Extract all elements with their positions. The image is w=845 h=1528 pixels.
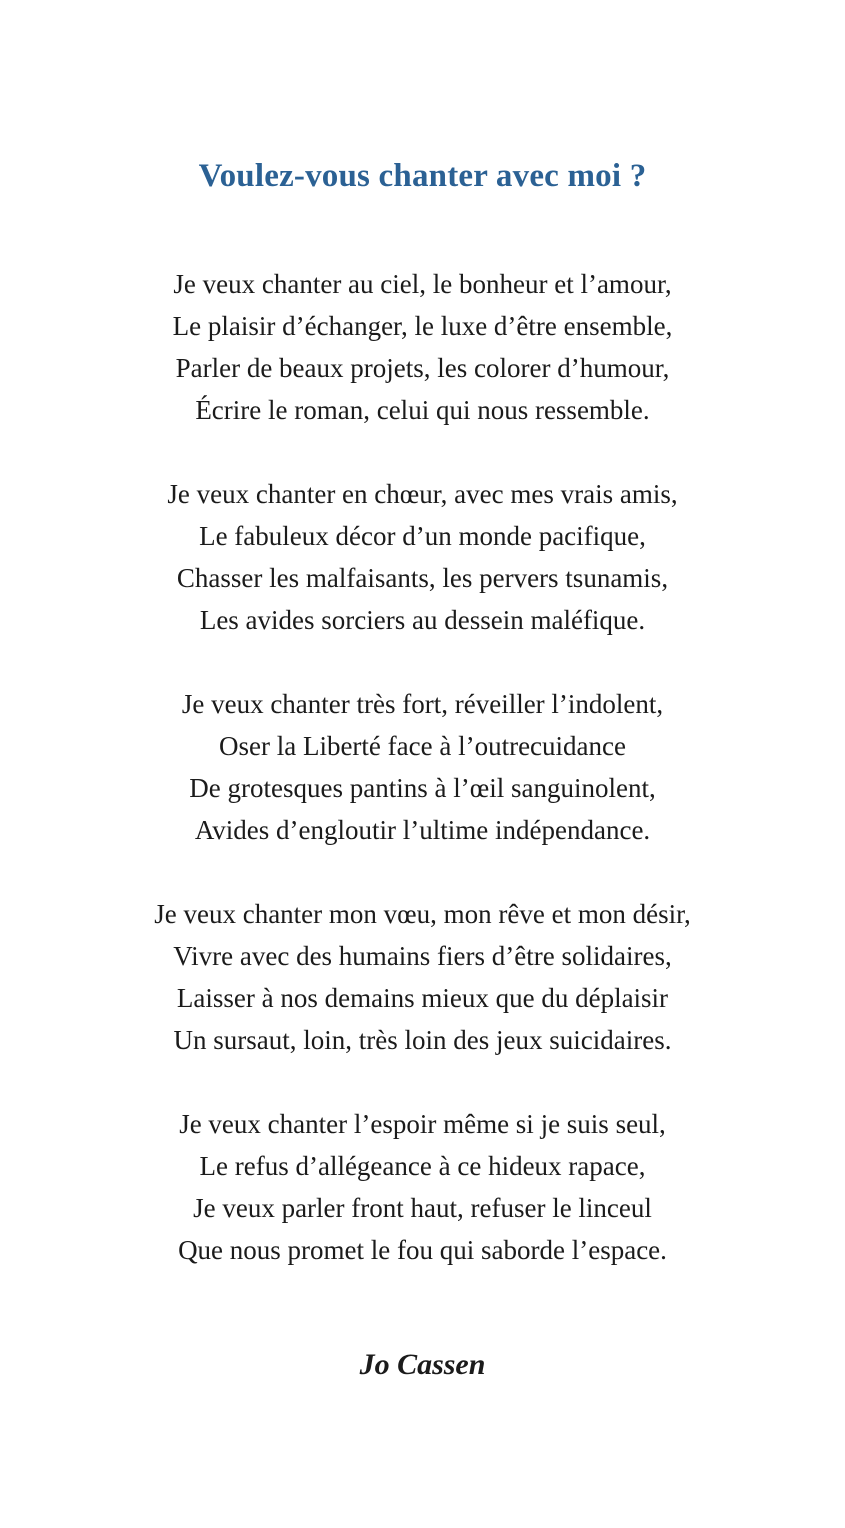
author-signature: Jo Cassen: [359, 1348, 486, 1381]
poem-line: Je veux chanter au ciel, le bonheur et l’amour,: [173, 269, 672, 299]
stanza-3: [0, 683, 845, 851]
poem-body: [0, 263, 845, 1271]
poem-line: Je veux chanter en chœur, avec mes vrais amis,: [167, 479, 678, 509]
poem-line: De grotesques pantins à l’œil sanguinolent,: [189, 773, 656, 803]
poem-line: Je veux chanter très fort, réveiller l’indolent,: [181, 689, 664, 719]
poem-line: Oser la Liberté face à l’outrecuidance: [218, 731, 626, 761]
poem-line: Parler de beaux projets, les colorer d’humour,: [175, 353, 670, 383]
poem-line: Je veux chanter l’espoir même si je suis seul,: [179, 1109, 666, 1139]
poem-line: Le plaisir d’échanger, le luxe d’être ensemble,: [172, 311, 673, 341]
stanza-5: [0, 1103, 845, 1271]
poem-line: Les avides sorciers au dessein maléfique.: [199, 605, 646, 635]
poem-line: Chasser les malfaisants, les pervers tsunamis,: [176, 563, 669, 593]
poem-line: Laisser à nos demains mieux que du déplaisir: [176, 983, 669, 1013]
poem-line: Le refus d’allégeance à ce hideux rapace,: [199, 1151, 646, 1181]
poem-title: Voulez-vous chanter avec moi ?: [198, 158, 647, 194]
stanza-1: [0, 263, 845, 431]
poem-line: Je veux chanter mon vœu, mon rêve et mon désir,: [154, 899, 691, 929]
stanza-4: [0, 893, 845, 1061]
stanza-2: [0, 473, 845, 641]
poem-line: Que nous promet le fou qui saborde l’espace.: [178, 1235, 667, 1265]
poem-line: Avides d’engloutir l’ultime indépendance.: [194, 815, 651, 845]
poem-line: Le fabuleux décor d’un monde pacifique,: [199, 521, 646, 551]
poem-line: Un sursaut, loin, très loin des jeux suicidaires.: [173, 1025, 672, 1055]
poem-line: Je veux parler front haut, refuser le linceul: [193, 1193, 652, 1223]
poem-line: Vivre avec des humains fiers d’être solidaires,: [173, 941, 672, 971]
poem-line: Écrire le roman, celui qui nous ressemble.: [195, 395, 650, 425]
